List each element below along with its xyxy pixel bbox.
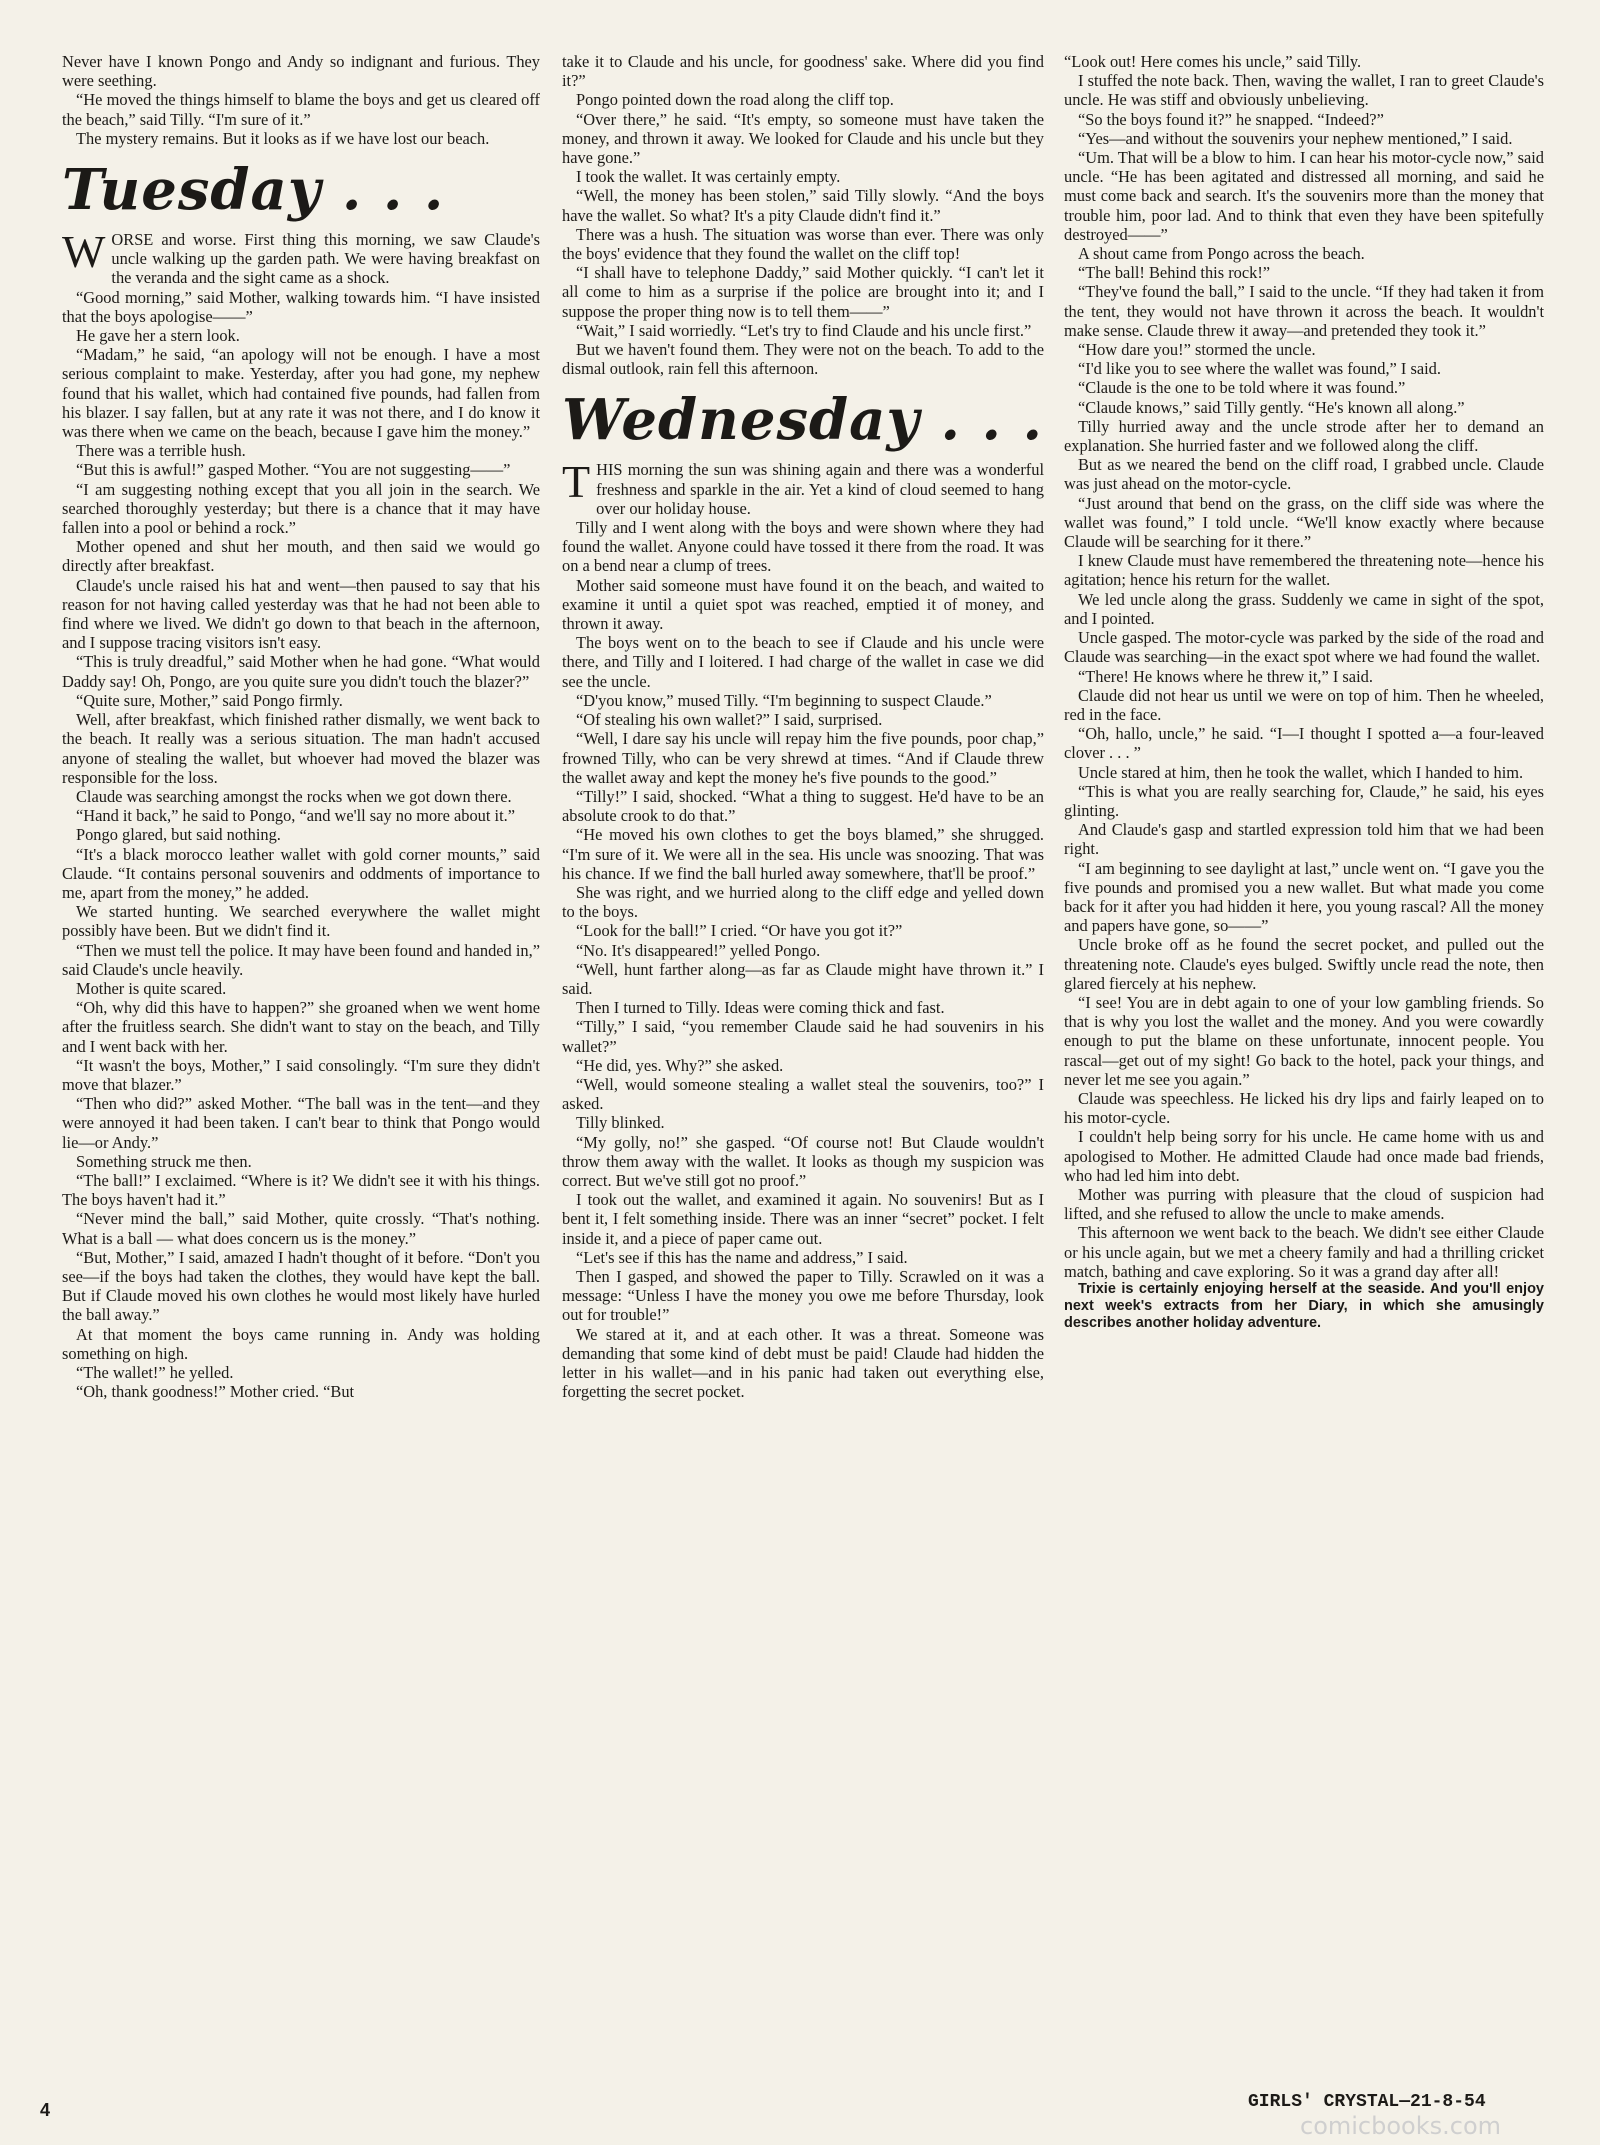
paragraph: “The wallet!” he yelled. xyxy=(76,1363,234,1382)
paragraph: “Well, I dare say his uncle will repay him the five pounds, poor chap,” frowned Tilly, who can be very shrewd at times. “And if Claude threw the wallet away and kept the money he's five pounds to the good.” xyxy=(562,729,1044,787)
paragraph: “It wasn't the boys, Mother,” I said consolingly. “I'm sure they didn't move that blazer.” xyxy=(62,1055,540,1094)
paragraph: “How dare you!” stormed the uncle. xyxy=(1078,340,1316,360)
paragraph: Then I turned to Tilly. Ideas were coming thick and fast. xyxy=(576,998,945,1018)
drop-cap: T xyxy=(562,456,591,508)
paragraph: “The ball!” I exclaimed. “Where is it? We didn't see it with his things. The boys haven't had it.” xyxy=(62,1170,540,1210)
paragraph: “Tilly,” I said, “you remember Claude said he had souvenirs in his wallet?” xyxy=(562,1017,1044,1056)
paragraph: “D'you know,” mused Tilly. “I'm beginning to suspect Claude.” xyxy=(576,690,992,710)
paragraph: take it to Claude and his uncle, for goodness' sake. Where did you find it?” xyxy=(562,52,1044,91)
paragraph: “Over there,” he said. “It's empty, so someone must have taken the money, and thrown it away. We looked for Claude and his uncle but they have gone.” xyxy=(562,109,1044,168)
page-number: 4 xyxy=(40,2100,51,2120)
paragraph: Pongo pointed down the road along the cliff top. xyxy=(576,90,894,110)
paragraph: “So the boys found it?” he snapped. “Indeed?” xyxy=(1078,109,1384,129)
column-1 xyxy=(62,52,540,1401)
paragraph: “He moved his own clothes to get the boys blamed,” she shrugged. “I'm sure of it. We were all in the sea. His uncle was snoozing. That was his chance. If we find the ball hurled away somewhere, that'll be proof.” xyxy=(562,825,1044,883)
paragraph: “Hand it back,” he said to Pongo, “and we'll say no more about it.” xyxy=(76,806,516,826)
paragraph: Never have I known Pongo and Andy so indignant and furious. They were seething. xyxy=(62,52,540,91)
paragraph: “Tilly!” I said, shocked. “What a thing to suggest. He'd have to be an absolute crook to do that.” xyxy=(562,786,1044,826)
paragraph: “This is what you are really searching for, Claude,” he said, his eyes glinting. xyxy=(1064,781,1544,820)
paragraph: Claude's uncle raised his hat and went—then paused to say that his reason for not having called yesterday was that he had not been able to find where we lived. We didn't go down to that beach in the afternoon, and I suppose tracing visitors isn't easy. xyxy=(62,575,540,653)
paragraph: “Claude is the one to be told where it was found.” xyxy=(1078,378,1406,398)
drop-cap: W xyxy=(62,226,106,278)
section-intro xyxy=(62,226,540,288)
paragraph: This afternoon we went back to the beach. We didn't see either Claude or his uncle again, but we met a cheery family and had a thrilling cricket match, bathing and cave exploring. So it was a grand day after all! xyxy=(1064,1223,1544,1281)
paragraph: Uncle gasped. The motor-cycle was parked by the side of the road and Claude was searching—in the exact spot where we had found the wallet. xyxy=(1064,628,1544,667)
paragraph: And Claude's gasp and startled expression told him that we had been right. xyxy=(1064,820,1544,859)
issue-credit: GIRLS' CRYSTAL—21-8-54 xyxy=(1248,2092,1486,2112)
intro-text: ORSE and worse. First thing this morning, we saw Claude's uncle walking up the garden path. We were having breakfast on the veranda and the sight came as a shock. xyxy=(111,230,540,288)
paragraph: Mother was purring with pleasure that the cloud of suspicion had lifted, and she refused to allow the uncle to make amends. xyxy=(1064,1184,1544,1224)
paragraph: We stared at it, and at each other. It was a threat. Someone was demanding that some kind of debt must be paid! Claude had hidden the letter in his wallet—and in his panic had taken out everything else, forgetting the secret pocket. xyxy=(562,1324,1044,1402)
paragraph: “Well, would someone stealing a wallet steal the souvenirs, too?” I asked. xyxy=(562,1074,1044,1114)
paragraph: Claude was speechless. He licked his dry lips and fairly leaped on to his motor-cycle. xyxy=(1064,1088,1544,1128)
paragraph: “I am beginning to see daylight at last,” uncle went on. “I gave you the five pounds and promised you a new wallet. But what made you come back for it after you had hidden it here, you young rascal? All the money and papers have gone, so——” xyxy=(1064,858,1544,936)
paragraph: “Madam,” he said, “an apology will not be enough. I have a most serious complaint to make. Yesterday, after you had gone, my nephew found that his wallet, which had contained five pounds, had fallen from his blazer. I say fallen, but at any rate it was not there, and I do know it was there when we came on the beach, because I gave him the money.” xyxy=(62,345,540,442)
paragraph: “Um. That will be a blow to him. I can hear his motor-cycle now,” said uncle. “He has been agitated and distressed all morning, and said he must come back and search. It's the souvenirs more than the money that trouble him, poor lad. And to think that even they have been spitefully destroyed——” xyxy=(1064,148,1544,244)
paragraph: “Yes—and without the souvenirs your nephew mentioned,” I said. xyxy=(1078,128,1513,148)
paragraph: “Well, hunt farther along—as far as Claude might have thrown it.” I said. xyxy=(562,959,1044,998)
paragraph: But as we neared the bend on the cliff road, I grabbed uncle. Claude was just ahead on the motor-cycle. xyxy=(1064,455,1544,494)
paragraph: Then I gasped, and showed the paper to Tilly. Scrawled on it was a message: “Unless I have the money you owe me before Thursday, look out for trouble!” xyxy=(562,1266,1044,1325)
paragraph: “Look for the ball!” I cried. “Or have you got it?” xyxy=(576,921,903,941)
paragraph: “But, Mother,” I said, amazed I hadn't thought of it before. “Don't you see—if the boys had taken the clothes, they would have kept the ball. But if Claude moved his own clothes he would most likely have hurled the ball away.” xyxy=(62,1247,540,1325)
paragraph: “Wait,” I said worriedly. “Let's try to find Claude and his uncle first.” xyxy=(576,320,1032,340)
paragraph: Something struck me then. xyxy=(76,1151,252,1171)
paragraph: A shout came from Pongo across the beach. xyxy=(1078,244,1365,264)
paragraph: “Quite sure, Mother,” said Pongo firmly. xyxy=(76,690,343,710)
paragraph: “Just around that bend on the grass, on the cliff side was where the wallet was found,” I told uncle. “We'll know exactly where because Claude will be searching for it there.” xyxy=(1064,493,1544,552)
paragraph: Uncle broke off as he found the secret pocket, and pulled out the threatening note. Claude's eyes bulged. Swiftly uncle read the note, then glared fiercely at his nephew. xyxy=(1064,935,1544,993)
paragraph: “I am suggesting nothing except that you all join in the search. We searched thoroughly yesterday; but there is a chance that it may have fallen into a pool or behind a rock.” xyxy=(62,479,540,538)
paragraph: There was a terrible hush. xyxy=(76,441,246,461)
paragraph: Mother said someone must have found it on the beach, and waited to examine it until a quiet spot was reached, emptied it of money, and thrown it away. xyxy=(562,575,1044,634)
paragraph: “I'd like you to see where the wallet was found,” I said. xyxy=(1078,359,1441,379)
paragraph: We led uncle along the grass. Suddenly we came in sight of the spot, and I pointed. xyxy=(1064,589,1544,628)
paragraph: Tilly and I went along with the boys and were shown where they had found the wallet. Anyone could have tossed it there from the road. It was on a bend near a clump of trees. xyxy=(562,518,1044,576)
paragraph: The boys went on to the beach to see if Claude and his uncle were there, and Tilly and I loitered. I had charge of the wallet in case we did see the uncle. xyxy=(562,633,1044,691)
paragraph: “Then who did?” asked Mother. “The ball was in the tent—and they were annoyed it had been taken. I can't bear to think that Pongo would lie—or Andy.” xyxy=(62,1094,540,1152)
paragraph: Tilly hurried away and the uncle strode after her to demand an explanation. She hurried faster and we followed along the cliff. xyxy=(1064,416,1544,456)
paragraph: “Claude knows,” said Tilly gently. “He's known all along.” xyxy=(1078,397,1465,417)
paragraph: We started hunting. We searched everywhere the wallet might possibly have been. But we didn't find it. xyxy=(62,902,540,941)
paragraph: I couldn't help being sorry for his uncle. He came home with us and apologised to Mother. He admitted Claude had once made bad friends, who had led him into debt. xyxy=(1064,1127,1544,1185)
paragraph: “But this is awful!” gasped Mother. “You are not suggesting——” xyxy=(76,460,511,480)
paragraph: “This is truly dreadful,” said Mother when he had gone. “What would Daddy say! Oh, Pongo, are you quite sure you didn't touch the blazer?” xyxy=(62,652,540,691)
paragraph: “No. It's disappeared!” yelled Pongo. xyxy=(576,940,821,960)
column-2 xyxy=(562,52,1044,1401)
paragraph: I stuffed the note back. Then, waving the wallet, I ran to greet Claude's uncle. He was stiff and obviously unbelieving. xyxy=(1064,71,1544,110)
paragraph-list xyxy=(62,288,540,1402)
paragraph: “It's a black morocco leather wallet with gold corner mounts,” said Claude. “It contains personal souvenirs and oddments of importance to me, apart from the money,” he added. xyxy=(62,844,540,902)
paragraph: “There! He knows where he threw it,” I said. xyxy=(1078,666,1373,686)
column-3 xyxy=(1064,52,1544,1332)
intro-text: HIS morning the sun was shining again and there was a wonderful freshness and sparkle in the air. Yet a kind of cloud seemed to hang over our holiday house. xyxy=(596,460,1044,518)
section-intro xyxy=(562,456,1044,518)
paragraph: “Let's see if this has the name and address,” I said. xyxy=(576,1247,908,1267)
paragraph: Pongo glared, but said nothing. xyxy=(76,825,281,845)
paragraph: I took out the wallet, and examined it again. No souvenirs! But as I bent it, I felt something inside. There was an inner “secret” pocket. I felt inside it, and a piece of paper came out. xyxy=(562,1190,1044,1248)
paragraph: “Look out! Here comes his uncle,” said Tilly. xyxy=(1064,52,1362,71)
paragraph: “Of stealing his own wallet?” I said, surprised. xyxy=(576,710,883,730)
paragraph: Well, after breakfast, which finished rather dismally, we went back to the beach. It really was a serious situation. The man hadn't accused anyone of stealing the wallet, but whoever had moved the blazer was responsible for the loss. xyxy=(62,710,540,787)
paragraph: “Never mind the ball,” said Mother, quite crossly. “That's nothing. What is a ball — what does concern us is the money.” xyxy=(62,1209,540,1248)
paragraph: Mother is quite scared. xyxy=(76,978,227,998)
paragraph: I took the wallet. It was certainly empty. xyxy=(576,167,841,187)
paragraph: “Then we must tell the police. It may have been found and handed in,” said Claude's uncle heavily. xyxy=(62,940,540,979)
paragraph: Mother opened and shut her mouth, and then said we would go directly after breakfast. xyxy=(62,537,540,576)
closing-note: Trixie is certainly enjoying herself at the seaside. And you'll enjoy next week's extracts from her Diary, in which she amusingly describes another holiday adventure. xyxy=(1064,1281,1544,1331)
paragraph: “Well, the money has been stolen,” said Tilly slowly. “And the boys have the wallet. So what? It's a pity Claude didn't find it.” xyxy=(562,186,1044,225)
paragraph: At that moment the boys came running in. Andy was holding something on high. xyxy=(62,1324,540,1363)
paragraph: “He moved the things himself to blame the boys and get us cleared off the beach,” said Tilly. “I'm sure of it.” xyxy=(62,90,540,129)
paragraph-list xyxy=(1064,52,1544,1281)
section-heading-tuesday: Tuesday . . . xyxy=(62,157,445,224)
watermark: comicbooks.com xyxy=(1300,2112,1502,2140)
paragraph: But we haven't found them. They were not on the beach. To add to the dismal outlook, rain fell this afternoon. xyxy=(562,340,1044,379)
paragraph: “Oh, hallo, uncle,” he said. “I—I thought I spotted a—a four-leaved clover . . . ” xyxy=(1064,724,1544,763)
paragraph: I knew Claude must have remembered the threatening note—hence his agitation; hence his return for the wallet. xyxy=(1064,551,1544,590)
paragraph: “My golly, no!” she gasped. “Of course not! But Claude wouldn't throw them away with the wallet. It looks as though my suspicion was correct. But we've still got no proof.” xyxy=(562,1132,1044,1190)
paragraph: “Oh, thank goodness!” Mother cried. “But xyxy=(76,1382,355,1402)
paragraph: “He did, yes. Why?” she asked. xyxy=(576,1055,784,1075)
paragraph: There was a hush. The situation was worse than ever. There was only the boys' evidence that they found the wallet on the cliff top! xyxy=(562,224,1044,264)
section-heading-wednesday: Wednesday . . . xyxy=(562,387,1043,454)
paragraph: Uncle stared at him, then he took the wallet, which I handed to him. xyxy=(1078,762,1524,782)
paragraph: He gave her a stern look. xyxy=(76,326,240,346)
paragraph: Claude did not hear us until we were on top of him. Then he wheeled, red in the face. xyxy=(1064,685,1544,724)
paragraph: “I shall have to telephone Daddy,” said Mother quickly. “I can't let it all come to him as a surprise if the police are brought into it; and I suppose the proper thing now is to tell them——” xyxy=(562,263,1044,321)
paragraph: “Good morning,” said Mother, walking towards him. “I have insisted that the boys apologise——” xyxy=(62,287,540,326)
paragraph-list xyxy=(562,518,1044,1401)
paragraph: “They've found the ball,” I said to the uncle. “If they had taken it from the tent, they would not have thrown it across the beach. It wouldn't make sense. Claude threw it away—and pretended they took it.” xyxy=(1064,282,1544,340)
paragraph: She was right, and we hurried along to the cliff edge and yelled down to the boys. xyxy=(562,882,1044,922)
paragraph: “The ball! Behind this rock!” xyxy=(1078,263,1271,283)
paragraph: “I see! You are in debt again to one of your low gambling friends. So that is why you lost the wallet and the money. And you were cowardly enough to put the blame on these unfortunate, innocent people. You rascal—get out of my sight! Go back to the hotel, pack your things, and never let me see you again.” xyxy=(1064,992,1544,1089)
paragraph: Claude was searching amongst the rocks when we got down there. xyxy=(76,786,512,806)
paragraph: Tilly blinked. xyxy=(576,1113,665,1133)
paragraph: “Oh, why did this have to happen?” she groaned when we went home after the fruitless search. She didn't want to stay on the beach, and Tilly and I went back with her. xyxy=(62,998,540,1056)
paragraph: The mystery remains. But it looks as if we have lost our beach. xyxy=(76,128,490,148)
